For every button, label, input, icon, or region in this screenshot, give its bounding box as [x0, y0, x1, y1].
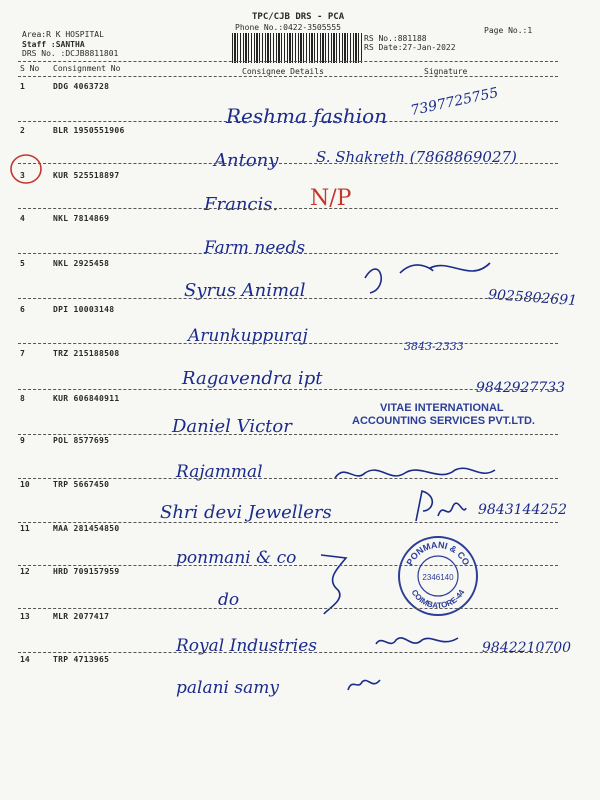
row-sno: 13: [20, 612, 30, 621]
area-line: Area:R K HOSPITAL: [22, 30, 104, 39]
staff-label: Staff: [22, 40, 47, 49]
handwritten-signature-icon: [408, 486, 468, 526]
row-divider: [18, 652, 558, 653]
handwritten-signature-icon: [330, 458, 500, 488]
row-consignee: ponmani & co: [176, 548, 297, 568]
row-sno: 10: [20, 480, 30, 489]
row-consignment: TRP 4713965: [53, 655, 110, 664]
stamp-line-1: VITAE INTERNATIONAL: [380, 402, 504, 414]
row-signature: 7397725755: [409, 84, 500, 120]
row-divider: [18, 298, 558, 299]
row-consignment: KUR 525518897: [53, 171, 120, 180]
page-title: TPC/CJB DRS - PCA: [252, 12, 345, 22]
row-signature: 3843-2333: [404, 340, 464, 353]
row-signature: 9843144252: [478, 502, 568, 518]
row-signature: N/P: [310, 186, 352, 211]
row-consignment: NKL 7814869: [53, 214, 110, 223]
row-consignee: Rajammal: [176, 462, 263, 482]
phone-number: Phone No.:0422-3505555: [235, 23, 341, 32]
row-consignment: NKL 2925458: [53, 259, 110, 268]
row-sno: 8: [20, 394, 25, 403]
col-consignee: Consignee Details: [242, 67, 324, 76]
row-consignee: Antony: [214, 150, 279, 171]
staff-value: SANTHA: [55, 40, 85, 49]
row-consignment: BLR 1950551906: [53, 126, 125, 135]
row-signature: S. Shakreth (7868869027): [316, 148, 517, 166]
row-consignee: palani samy: [176, 678, 279, 698]
row-consignee: Farm needs: [204, 238, 306, 258]
row-sno: 4: [20, 214, 25, 223]
row-signature: 9842210700: [482, 640, 572, 656]
rs-date: RS Date:27-Jan-2022: [364, 43, 456, 52]
row-consignment: TRP 5667450: [53, 480, 110, 489]
drs-line: DRS No. :DCJB8811801: [22, 49, 119, 58]
row-sno: 3: [20, 171, 25, 180]
handwritten-signature-icon: [360, 248, 500, 298]
row-consignee: Francis.: [204, 194, 279, 215]
row-consignment: DDG 4063728: [53, 82, 110, 91]
col-consignment: Consignment No: [53, 64, 121, 73]
row-consignment: DPI 10003148: [53, 305, 115, 314]
row-consignee: Royal Industries: [176, 636, 318, 656]
col-signature: Signature: [424, 67, 468, 76]
row-divider: [18, 121, 558, 122]
row-divider: [18, 608, 558, 609]
row-divider: [18, 163, 558, 164]
row-sno: 7: [20, 349, 25, 358]
handwritten-signature-icon: [344, 672, 384, 696]
row-consignment: HRD 709157959: [53, 567, 120, 576]
header-divider-top: [18, 61, 558, 62]
col-sno: S No: [20, 64, 40, 73]
row-consignment: KUR 606840911: [53, 394, 120, 403]
row-consignee: Arunkuppuraj: [188, 326, 308, 346]
row-consignee: Daniel Victor: [172, 416, 292, 437]
stamp-top-text: PONMANI & CO: [404, 539, 472, 567]
rs-number: RS No.:881188: [364, 34, 427, 43]
row-signature: 9842927733: [476, 380, 566, 396]
area-value: R K HOSPITAL: [46, 30, 104, 39]
row-divider: [18, 343, 558, 344]
header-divider-bottom: [18, 76, 558, 77]
barcode: [232, 33, 362, 63]
staff-line: Staff :SANTHA: [22, 40, 85, 49]
row-consignment: TRZ 215188508: [53, 349, 120, 358]
row-consignment: MLR 2077417: [53, 612, 110, 621]
svg-text:COIMBATORE-44: [410, 588, 467, 611]
drs-value: DCJB8811801: [65, 49, 119, 58]
page-number: Page No.:1: [484, 26, 533, 35]
highlight-circle-icon: [8, 152, 44, 186]
stamp-bottom-text: COIMBATORE-44: [409, 588, 467, 611]
handwritten-signature-icon: [316, 550, 356, 620]
row-divider: [18, 522, 558, 523]
row-divider: [18, 208, 558, 209]
row-divider: [18, 389, 558, 390]
row-consignment: MAA 281454850: [53, 524, 120, 533]
drs-label: DRS No.: [22, 49, 56, 58]
stamp-center-text: 2346140: [422, 573, 454, 582]
row-sno: 1: [20, 82, 25, 91]
row-consignee: Ragavendra ipt: [182, 368, 323, 389]
row-consignee: do: [218, 590, 240, 610]
row-signature: 9025802691: [487, 286, 578, 310]
row-divider: [18, 434, 558, 435]
row-consignee: Reshma fashion: [226, 104, 388, 128]
ponmani-round-stamp: [396, 534, 480, 618]
row-sno: 5: [20, 259, 25, 268]
row-sno: 14: [20, 655, 30, 664]
row-sno: 2: [20, 126, 25, 135]
area-label: Area: [22, 30, 42, 39]
handwritten-signature-icon: [372, 630, 462, 654]
row-sno: 6: [20, 305, 25, 314]
row-sno: 9: [20, 436, 25, 445]
row-consignment: POL 8577695: [53, 436, 110, 445]
row-consignee: Shri devi Jewellers: [160, 502, 332, 523]
stamp-line-2: ACCOUNTING SERVICES PVT.LTD.: [352, 415, 535, 427]
row-divider: [18, 478, 558, 479]
row-sno: 12: [20, 567, 30, 576]
company-stamp: [352, 402, 535, 428]
row-consignee: Syrus Animal: [184, 280, 306, 301]
row-sno: 11: [20, 524, 30, 533]
